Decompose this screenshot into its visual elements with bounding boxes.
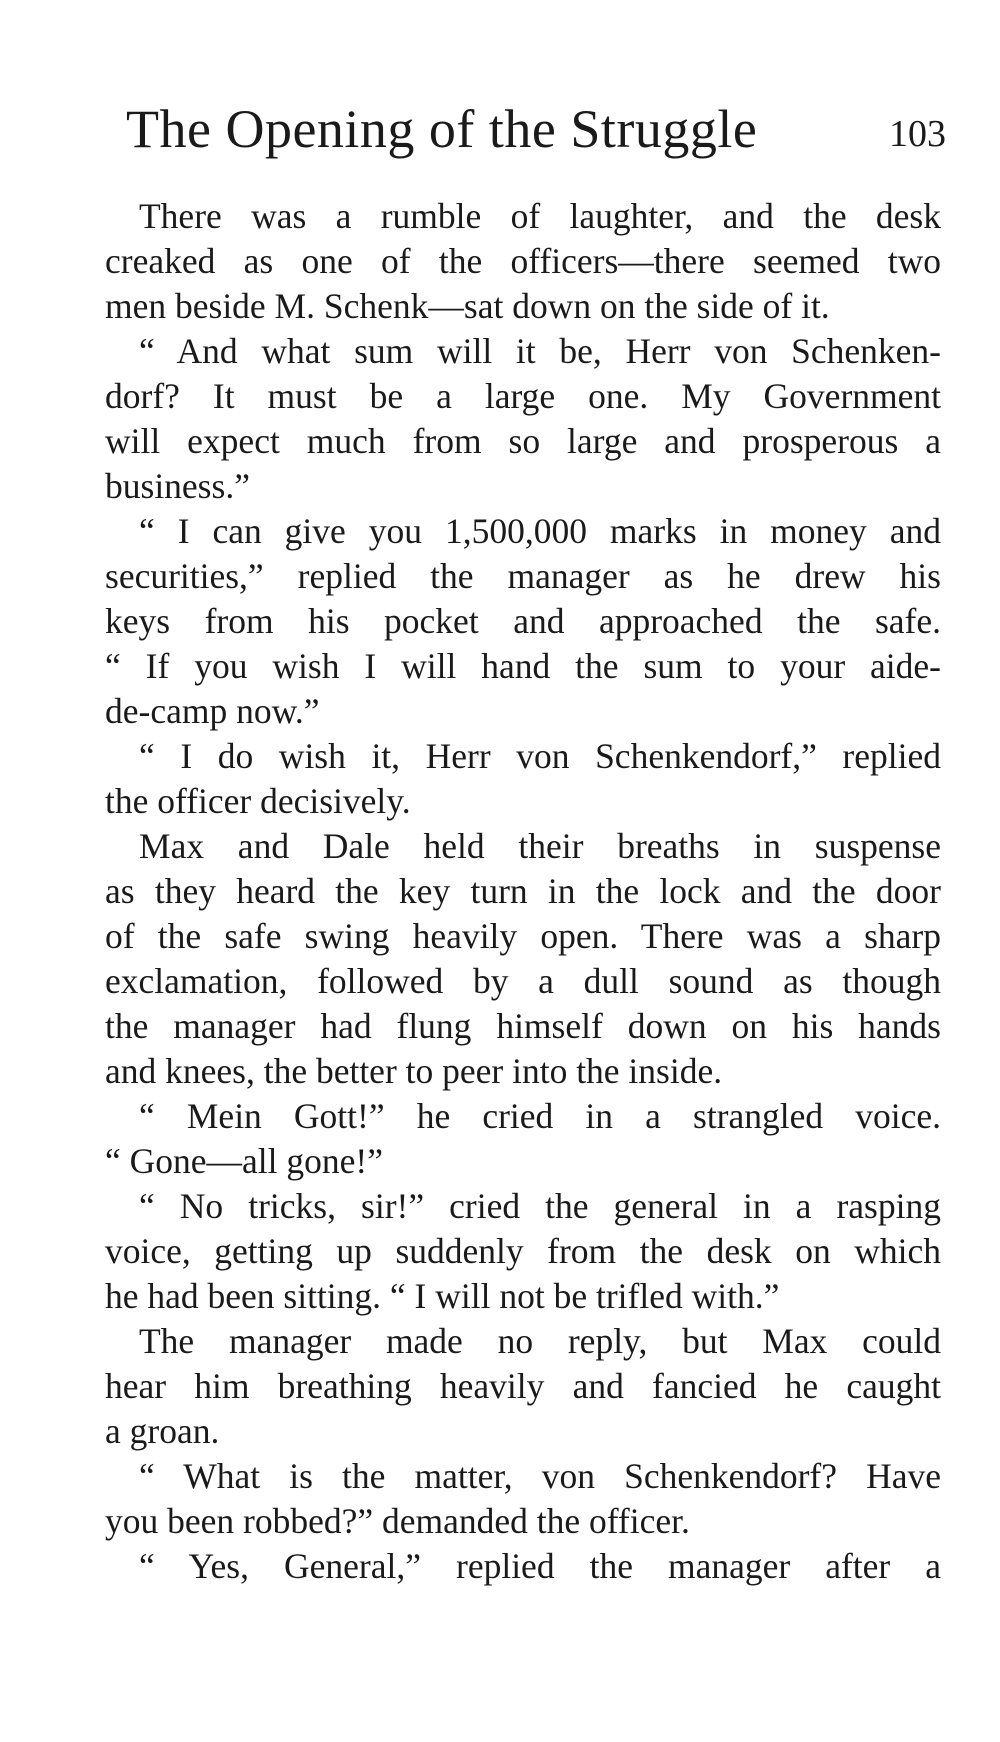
- paragraph-6: [71, 1094, 941, 1184]
- text-line: a groan.: [105, 1411, 220, 1451]
- paragraph-3: [71, 509, 941, 734]
- text-line: securities,” replied the manager as he drew his: [105, 556, 941, 596]
- text-line: dorf? It must be a large one. My Government: [105, 376, 941, 416]
- text-line: hear him breathing heavily and fancied he caught: [105, 1366, 941, 1406]
- text-line: exclamation, followed by a dull sound as though: [105, 961, 941, 1001]
- text-line: voice, getting up suddenly from the desk on which: [105, 1231, 941, 1271]
- text-line: The manager made no reply, but Max could: [139, 1321, 941, 1361]
- paragraph-8: [71, 1319, 941, 1454]
- text-line: as they heard the key turn in the lock and the door: [105, 871, 941, 911]
- text-line: “ I do wish it, Herr von Schenkendorf,” replied: [139, 736, 941, 776]
- paragraph-10: [71, 1544, 941, 1589]
- text-line: Max and Dale held their breaths in suspense: [139, 826, 941, 866]
- text-line: he had been sitting. “ I will not be trifled with.”: [105, 1276, 780, 1316]
- paragraph-5: [71, 824, 941, 1094]
- page-number: 103: [889, 113, 946, 155]
- text-line: “ Yes, General,” replied the manager after a: [139, 1546, 941, 1586]
- text-line: There was a rumble of laughter, and the desk: [139, 196, 941, 236]
- text-line: you been robbed?” demanded the officer.: [105, 1501, 690, 1541]
- text-line: de-camp now.”: [105, 691, 320, 731]
- text-line: “ Gone—all gone!”: [105, 1141, 383, 1181]
- text-line: the officer decisively.: [105, 781, 411, 821]
- text-line: and knees, the better to peer into the inside.: [105, 1051, 723, 1091]
- page-header: [126, 94, 946, 164]
- text-line: “ And what sum will it be, Herr von Schenken-: [139, 331, 941, 371]
- body-text: [71, 194, 941, 1589]
- text-line: “ What is the matter, von Schenkendorf? Have: [139, 1456, 941, 1496]
- text-line: “ No tricks, sir!” cried the general in a rasping: [139, 1186, 941, 1226]
- text-line: “ If you wish I will hand the sum to your aide-: [105, 646, 941, 686]
- text-line: of the safe swing heavily open. There was a sharp: [105, 916, 941, 956]
- paragraph-9: [71, 1454, 941, 1544]
- running-head: The Opening of the Struggle: [126, 99, 758, 159]
- text-line: “ Mein Gott!” he cried in a strangled voice.: [139, 1096, 941, 1136]
- paragraph-7: [71, 1184, 941, 1319]
- text-line: will expect much from so large and prosperous a: [105, 421, 941, 461]
- text-line: the manager had flung himself down on his hands: [105, 1006, 941, 1046]
- text-line: keys from his pocket and approached the safe.: [105, 601, 941, 641]
- text-line: “ I can give you 1,500,000 marks in money and: [139, 511, 941, 551]
- paragraph-4: [71, 734, 941, 824]
- paragraph-1: [71, 194, 941, 329]
- text-line: business.”: [105, 466, 250, 506]
- text-line: men beside M. Schenk—sat down on the side of it.: [105, 286, 830, 326]
- paragraph-2: [71, 329, 941, 509]
- text-line: creaked as one of the officers—there seemed two: [105, 241, 941, 281]
